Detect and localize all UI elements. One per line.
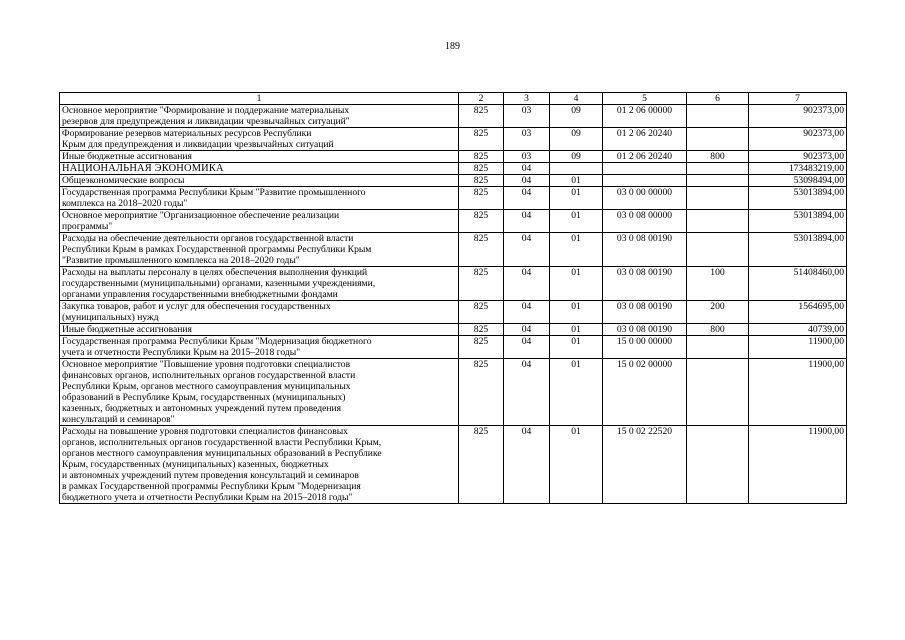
row-admin-code-cell: 825 <box>459 233 504 267</box>
row-target-article-cell: 01 2 06 20240 <box>603 151 687 163</box>
row-name-cell: Закупка товаров, работ и услуг для обеспечения государственных (муниципальных) нужд <box>60 301 459 324</box>
row-subsection-cell: 01 <box>550 175 603 187</box>
header-cell: 5 <box>603 93 687 105</box>
row-admin-code-cell: 825 <box>459 267 504 301</box>
row-expense-type-cell: 800 <box>687 324 749 336</box>
row-subsection-cell <box>550 163 603 175</box>
row-section-cell: 03 <box>504 105 550 128</box>
row-amount-cell: 902373,00 <box>749 151 847 163</box>
row-name-cell: Основное мероприятие "Формирование и поддержание материальных резервов для предупреждения и ликвидации чрезвычайных ситуаций" <box>60 105 459 128</box>
row-name-cell: Иные бюджетные ассигнования <box>60 151 459 163</box>
row-subsection-cell: 01 <box>550 187 603 210</box>
row-name-cell: НАЦИОНАЛЬНАЯ ЭКОНОМИКА <box>60 163 459 175</box>
row-admin-code-cell: 825 <box>459 301 504 324</box>
row-target-article-cell: 03 0 08 00190 <box>603 267 687 301</box>
row-target-article-cell <box>603 163 687 175</box>
row-section-cell: 04 <box>504 324 550 336</box>
row-expense-type-cell <box>687 233 749 267</box>
row-target-article-cell: 15 0 02 00000 <box>603 359 687 426</box>
row-admin-code-cell: 825 <box>459 187 504 210</box>
row-name-cell: Расходы на повышение уровня подготовки специалистов финансовых органов, исполнительных органов государственной власти Республики Крым, органов местного самоуправления муниципальных образований в Республике Крым, государственных (муниципальных) казенных, бюджетных и автономных учреждений путем проведения консультаций и семинаров в рамках Государственной программы Республики Крым "Модернизация бюджетного учета и отчетности Республики Крым на 2015–2018 годы" <box>60 426 459 504</box>
row-section-cell: 04 <box>504 210 550 233</box>
table-row <box>60 324 847 336</box>
row-target-article-cell: 01 2 06 20240 <box>603 128 687 151</box>
row-section-cell: 04 <box>504 426 550 504</box>
row-section-cell: 04 <box>504 267 550 301</box>
table-row <box>60 105 847 128</box>
row-subsection-cell: 09 <box>550 128 603 151</box>
row-subsection-cell: 09 <box>550 151 603 163</box>
row-amount-cell: 11900,00 <box>749 359 847 426</box>
page-number: 189 <box>445 41 460 52</box>
row-expense-type-cell <box>687 105 749 128</box>
row-section-cell: 04 <box>504 187 550 210</box>
row-admin-code-cell: 825 <box>459 426 504 504</box>
table-row <box>60 301 847 324</box>
row-name-cell: Общеэкономические вопросы <box>60 175 459 187</box>
row-section-cell: 04 <box>504 163 550 175</box>
row-section-cell: 04 <box>504 301 550 324</box>
row-amount-cell: 53013894,00 <box>749 233 847 267</box>
row-section-cell: 04 <box>504 233 550 267</box>
row-admin-code-cell: 825 <box>459 163 504 175</box>
table-body <box>60 105 847 504</box>
row-target-article-cell: 03 0 08 00190 <box>603 233 687 267</box>
row-name-cell: Расходы на обеспечение деятельности органов государственной власти Республики Крым в рамках Государственной программы Республики Крым "Развитие промышленного комплекса на 2018–2020 годы" <box>60 233 459 267</box>
row-amount-cell: 902373,00 <box>749 128 847 151</box>
header-cell: 3 <box>504 93 550 105</box>
row-expense-type-cell: 200 <box>687 301 749 324</box>
row-name-cell: Основное мероприятие "Повышение уровня подготовки специалистов финансовых органов, исполнительных органов государственной власти Республики Крым, органов местного самоуправления муниципальных образований в Республике Крым, государственных (муниципальных) казенных, бюджетных и автономных учреждений путем проведения консультаций и семинаров" <box>60 359 459 426</box>
row-subsection-cell: 01 <box>550 233 603 267</box>
table-row <box>60 128 847 151</box>
row-admin-code-cell: 825 <box>459 336 504 359</box>
row-amount-cell: 11900,00 <box>749 336 847 359</box>
table-row <box>60 210 847 233</box>
row-admin-code-cell: 825 <box>459 128 504 151</box>
table-row <box>60 175 847 187</box>
row-name-cell: Государственная программа Республики Крым "Развитие промышленного комплекса на 2018–2020 годы" <box>60 187 459 210</box>
header-cell: 4 <box>550 93 603 105</box>
row-name-cell: Формирование резервов материальных ресурсов Республики Крым для предупреждения и ликвидации чрезвычайных ситуаций <box>60 128 459 151</box>
row-expense-type-cell <box>687 187 749 210</box>
row-expense-type-cell <box>687 359 749 426</box>
table-row <box>60 426 847 504</box>
table-row <box>60 233 847 267</box>
row-name-cell: Основное мероприятие "Организационное обеспечение реализации программы" <box>60 210 459 233</box>
row-amount-cell: 40739,00 <box>749 324 847 336</box>
row-subsection-cell: 01 <box>550 301 603 324</box>
row-target-article-cell: 03 0 00 00000 <box>603 187 687 210</box>
row-amount-cell: 1564695,00 <box>749 301 847 324</box>
row-expense-type-cell: 800 <box>687 151 749 163</box>
row-subsection-cell: 01 <box>550 336 603 359</box>
table-row <box>60 187 847 210</box>
table-header-row <box>60 93 847 105</box>
row-amount-cell: 51408460,00 <box>749 267 847 301</box>
header-cell: 1 <box>60 93 459 105</box>
budget-table <box>59 92 847 504</box>
header-cell: 7 <box>749 93 847 105</box>
row-section-cell: 03 <box>504 128 550 151</box>
row-amount-cell: 53098494,00 <box>749 175 847 187</box>
row-name-cell: Расходы на выплаты персоналу в целях обеспечения выполнения функций государственными (муниципальными) органами, казенными учреждениями, органами управления государственными внебюджетными фондами <box>60 267 459 301</box>
row-amount-cell: 11900,00 <box>749 426 847 504</box>
row-expense-type-cell <box>687 210 749 233</box>
row-amount-cell: 902373,00 <box>749 105 847 128</box>
table-row <box>60 336 847 359</box>
row-target-article-cell: 15 0 02 22520 <box>603 426 687 504</box>
row-target-article-cell: 15 0 00 00000 <box>603 336 687 359</box>
row-expense-type-cell <box>687 128 749 151</box>
row-expense-type-cell <box>687 175 749 187</box>
table-row <box>60 151 847 163</box>
row-name-cell: Иные бюджетные ассигнования <box>60 324 459 336</box>
row-expense-type-cell <box>687 163 749 175</box>
row-section-cell: 03 <box>504 151 550 163</box>
table-row <box>60 359 847 426</box>
header-cell: 2 <box>459 93 504 105</box>
row-subsection-cell: 01 <box>550 359 603 426</box>
row-amount-cell: 53013894,00 <box>749 187 847 210</box>
table-row <box>60 163 847 175</box>
row-admin-code-cell: 825 <box>459 105 504 128</box>
row-expense-type-cell <box>687 336 749 359</box>
row-subsection-cell: 01 <box>550 324 603 336</box>
table-row <box>60 267 847 301</box>
row-name-cell: Государственная программа Республики Крым "Модернизация бюджетного учета и отчетности Республики Крым на 2015–2018 годы" <box>60 336 459 359</box>
row-admin-code-cell: 825 <box>459 324 504 336</box>
row-subsection-cell: 09 <box>550 105 603 128</box>
row-admin-code-cell: 825 <box>459 210 504 233</box>
row-subsection-cell: 01 <box>550 210 603 233</box>
row-section-cell: 04 <box>504 359 550 426</box>
row-target-article-cell: 01 2 06 00000 <box>603 105 687 128</box>
row-amount-cell: 53013894,00 <box>749 210 847 233</box>
row-subsection-cell: 01 <box>550 426 603 504</box>
row-target-article-cell: 03 0 08 00000 <box>603 210 687 233</box>
row-target-article-cell: 03 0 08 00190 <box>603 324 687 336</box>
row-target-article-cell: 03 0 08 00190 <box>603 301 687 324</box>
row-admin-code-cell: 825 <box>459 151 504 163</box>
row-subsection-cell: 01 <box>550 267 603 301</box>
header-cell: 6 <box>687 93 749 105</box>
row-amount-cell: 173483219,00 <box>749 163 847 175</box>
row-expense-type-cell: 100 <box>687 267 749 301</box>
row-admin-code-cell: 825 <box>459 359 504 426</box>
row-section-cell: 04 <box>504 175 550 187</box>
row-expense-type-cell <box>687 426 749 504</box>
row-section-cell: 04 <box>504 336 550 359</box>
row-target-article-cell <box>603 175 687 187</box>
row-admin-code-cell: 825 <box>459 175 504 187</box>
